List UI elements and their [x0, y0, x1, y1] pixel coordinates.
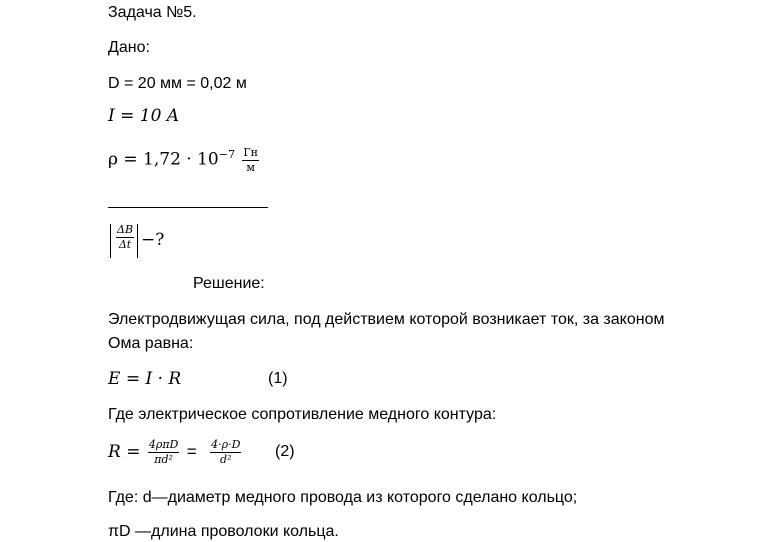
- unit-numerator: Гн: [243, 145, 258, 159]
- find-denominator: Δt: [118, 238, 132, 251]
- fraction-2-denominator: d²: [220, 453, 232, 466]
- equation-1-number: (1): [268, 370, 288, 387]
- current-value: = 10 A: [120, 106, 180, 126]
- given-separator: [108, 207, 268, 208]
- equation-2-equals: =: [186, 442, 197, 461]
- equation-1: E = I · R: [108, 369, 182, 389]
- unit-denominator: м: [246, 160, 255, 174]
- resistivity-exponent: −7: [218, 148, 235, 161]
- find-numerator: ΔB: [117, 223, 134, 236]
- given-current: [108, 106, 179, 126]
- paragraph-4: πD —длина проволоки кольца.: [108, 523, 339, 540]
- fraction-2-numerator: 4·ρ·D: [211, 438, 241, 451]
- resistivity-expression: ρ = 1,72 · 10: [108, 149, 219, 170]
- paragraph-2: Где электрическое сопротивление медного контура:: [108, 406, 497, 423]
- equation-2: [108, 437, 243, 467]
- find-suffix: −?: [141, 230, 165, 250]
- equation-2-fraction-1: [148, 439, 180, 466]
- find-left-bar: [110, 224, 111, 258]
- equation-2-lhs: R =: [108, 442, 141, 462]
- given-label: Дано:: [108, 39, 150, 56]
- resistivity-unit: [242, 147, 259, 174]
- fraction-1-denominator: πd²: [154, 453, 173, 466]
- paragraph-1-line-2: Ома равна:: [108, 335, 194, 352]
- find-right-bar: [137, 224, 138, 258]
- paragraph-3: Где: d—диаметр медного провода из которого сделано кольцо;: [108, 489, 578, 506]
- task-title: Задача №5.: [108, 4, 197, 21]
- fraction-1-numerator: 4ρπD: [148, 438, 179, 451]
- given-resistivity: [108, 142, 261, 174]
- given-diameter: D = 20 мм = 0,02 м: [108, 75, 247, 92]
- equation-2-number: (2): [275, 443, 295, 460]
- solution-label: Решение:: [193, 275, 265, 292]
- find-fraction: [114, 224, 136, 251]
- paragraph-1-line-1: Электродвижущая сила, под действием которой возникает ток, за законом: [108, 311, 665, 328]
- equation-2-fraction-2: [210, 439, 241, 466]
- current-symbol: I: [108, 106, 115, 126]
